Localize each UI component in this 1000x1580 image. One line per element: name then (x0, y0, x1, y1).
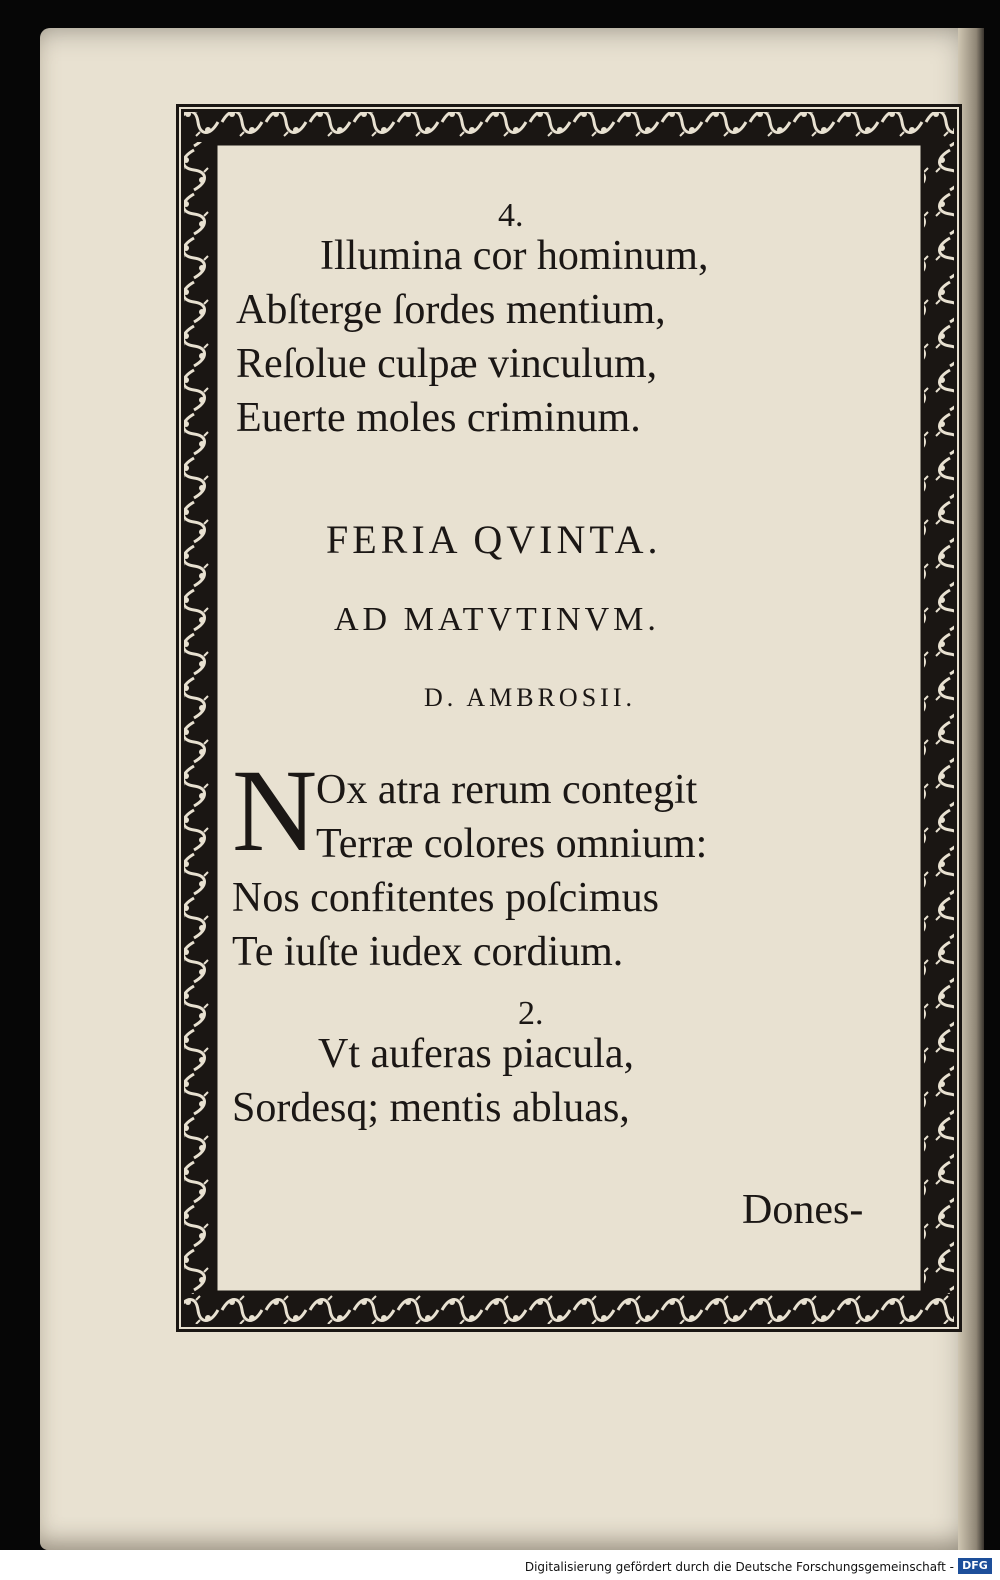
heading-feria-quinta: FERIA QVINTA. (326, 517, 662, 562)
dfg-logo: DFG (958, 1558, 992, 1574)
funding-credit: Digitalisierung gefördert durch die Deutsche Forschungsgemeinschaft - (524, 1560, 954, 1574)
verse-number-4: 4. (498, 197, 524, 234)
page-text-block (218, 146, 920, 1290)
verse-line: Abſterge ſordes mentium, (236, 287, 666, 333)
hymn-line: Nos confitentes poſcimus (232, 875, 659, 921)
verse-line: Euerte moles criminum. (236, 395, 641, 441)
heading-author: D. AMBROSII. (424, 683, 636, 712)
drop-cap-initial: N (232, 745, 318, 876)
catchword: Dones- (742, 1187, 864, 1233)
verse-line: Reſolue culpæ vinculum, (236, 341, 658, 387)
hymn-line: Ox atra rerum contegit (316, 767, 698, 813)
hymn-line: Te iuſte iudex cordium. (232, 929, 624, 975)
verse-line: Illumina cor hominum, (320, 233, 709, 279)
verse-number-2: 2. (518, 995, 544, 1032)
heading-ad-matutinum: AD MATVTINVM. (334, 601, 660, 638)
verse-line: Vt auferas piacula, (318, 1031, 635, 1077)
digitization-footer (0, 1550, 1000, 1580)
hymn-line: Terræ colores omnium: (316, 821, 708, 867)
verse-line: Sordesq; mentis abluas, (232, 1085, 630, 1131)
